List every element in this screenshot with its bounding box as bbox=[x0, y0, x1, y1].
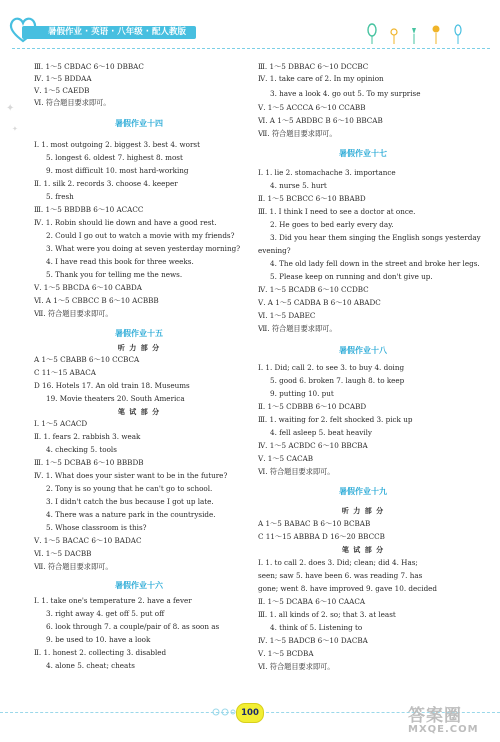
answer-line: Ⅰ. 1. most outgoing 2. biggest 3. best 4. worst bbox=[34, 140, 200, 149]
answer-line: Ⅳ. 1～5 BCADB 6～10 CCDBC bbox=[258, 285, 369, 294]
answer-line: 9. be used to 10. have a look bbox=[46, 635, 151, 644]
answer-line: 4. think of 5. Listening to bbox=[270, 623, 363, 632]
watermark bbox=[408, 708, 479, 735]
decorative-bubbles-icon bbox=[212, 707, 236, 717]
answer-line: Ⅰ. 1. lie 2. stomachache 3. importance bbox=[258, 168, 396, 177]
answer-line: gone; went 8. have improved 9. gave 10. decided bbox=[258, 584, 438, 593]
answer-line: 5. Please keep on running and don't give up. bbox=[270, 272, 433, 281]
answer-line: Ⅵ. 符合题目要求即可。 bbox=[258, 662, 335, 671]
answer-line: Ⅴ. 1～5 BCDBA bbox=[258, 649, 314, 658]
answer-line: Ⅴ. 1～5 ACCCA 6～10 CCABB bbox=[258, 103, 366, 112]
answer-line: Ⅲ. 1. waiting for 2. felt shocked 3. pick up bbox=[258, 415, 413, 424]
answer-line: 2. Could I go out to watch a movie with my friends? bbox=[46, 231, 235, 240]
star-icon: ✦ bbox=[6, 103, 15, 114]
answer-line: 4. alone 5. cheat; cheats bbox=[46, 661, 135, 670]
subsection-title: 听 力 部 分 bbox=[117, 344, 161, 352]
answer-line: Ⅱ. 1～5 BCBCC 6～10 BBABD bbox=[258, 194, 366, 203]
answer-line: seen; saw 5. have been 6. was reading 7. has bbox=[258, 571, 423, 580]
answer-line: Ⅵ. 1～5 DACBB bbox=[34, 549, 92, 558]
answer-line: 5. fresh bbox=[46, 192, 74, 201]
answer-line: 6. look through 7. a couple/pair of 8. as soon as bbox=[46, 622, 220, 631]
answer-line: Ⅲ. 1～5 BBDBB 6～10 ACACC bbox=[34, 205, 144, 214]
answer-line: 5. longest 6. oldest 7. highest 8. most bbox=[46, 153, 183, 162]
watermark-line-2: MXQE.COM bbox=[408, 724, 479, 735]
answer-line: Ⅳ. 1～5 BADCB 6～10 DACBA bbox=[258, 636, 368, 645]
answer-line: 4. checking 5. tools bbox=[46, 445, 117, 454]
answer-line: Ⅲ. 1. all kinds of 2. so; that 3. at least bbox=[258, 610, 396, 619]
answer-line: Ⅰ. 1～5 ACACD bbox=[34, 419, 88, 428]
subsection-title: 笔 试 部 分 bbox=[341, 546, 385, 554]
answer-line: Ⅵ. A 1～5 CBBCC B 6～10 ACBBB bbox=[34, 296, 159, 305]
page-number: 100 bbox=[236, 703, 264, 723]
answer-line: C 11～15 ABBBA D 16～20 BBCCB bbox=[258, 532, 385, 541]
answer-line: 19. Movie theaters 20. South America bbox=[46, 394, 185, 403]
answer-line: Ⅶ. 符合题目要求即可。 bbox=[258, 129, 337, 138]
answer-line: Ⅴ. A 1～5 CADBA B 6～10 ABADC bbox=[258, 298, 381, 307]
answer-line: A 1～5 CBABB 6～10 CCBCA bbox=[34, 355, 140, 364]
answer-line: Ⅵ. A 1～5 ABDBC B 6～10 BBCAB bbox=[258, 116, 383, 125]
answer-line: C 11～15 ABACA bbox=[34, 368, 96, 377]
answer-line: Ⅵ. 符合题目要求即可。 bbox=[258, 467, 335, 476]
answer-line: Ⅴ. 1～5 BACAC 6～10 BADAC bbox=[34, 536, 142, 545]
answer-line: Ⅲ. 1～5 DBBAC 6～10 DCCBC bbox=[258, 62, 369, 71]
answer-line: Ⅱ. 1～5 CDBBB 6～10 DCABD bbox=[258, 402, 367, 411]
answer-line: 4. There was a nature park in the countryside. bbox=[46, 510, 216, 519]
answer-line: 5. good 6. broken 7. laugh 8. to keep bbox=[270, 376, 405, 385]
answer-line: Ⅴ. 1～5 CACAB bbox=[258, 454, 314, 463]
answer-line: Ⅱ. 1. silk 2. records 3. choose 4. keeper bbox=[34, 179, 178, 188]
answer-line: Ⅰ. 1. Did; call 2. to see 3. to buy 4. doing bbox=[258, 363, 405, 372]
answer-line: Ⅲ. 1～5 DCBAB 6～10 BBBDB bbox=[34, 458, 144, 467]
answer-line: Ⅰ. 1. to call 2. does 3. Did; clean; did 4. Has; bbox=[258, 558, 418, 567]
answer-line: Ⅳ. 1. Robin should lie down and have a good rest. bbox=[34, 218, 217, 227]
subsection-title: 笔 试 部 分 bbox=[117, 408, 161, 416]
section-title: 暑假作业十七 bbox=[339, 149, 387, 158]
header-divider bbox=[12, 48, 490, 49]
section-title: 暑假作业十九 bbox=[339, 487, 387, 496]
answer-line: Ⅵ. 符合题目要求即可。 bbox=[34, 98, 111, 107]
section-title: 暑假作业十八 bbox=[339, 346, 387, 355]
decorative-balloons-icon bbox=[366, 20, 476, 46]
answer-line: Ⅱ. 1. honest 2. collecting 3. disabled bbox=[34, 648, 167, 657]
answer-line: 3. Did you hear them singing the English songs yesterday bbox=[270, 233, 481, 242]
answer-line: 9. most difficult 10. most hard-working bbox=[46, 166, 189, 175]
header-title: 暑假作业 · 英语 · 八年级 · 配人教版 bbox=[22, 26, 196, 39]
answer-line: Ⅲ. 1. I think I need to see a doctor at once. bbox=[258, 207, 416, 216]
answer-line: 2. Tony is so young that he can't go to school. bbox=[46, 484, 213, 493]
answer-line: 5. Whose classroom is this? bbox=[46, 523, 147, 532]
answer-line: 9. putting 10. put bbox=[270, 389, 334, 398]
answer-line: Ⅱ. 1～5 DCABA 6～10 CAACA bbox=[258, 597, 366, 606]
answer-line: evening? bbox=[258, 246, 291, 255]
answer-line: 4. fell asleep 5. beat heavily bbox=[270, 428, 372, 437]
answer-line: 4. nurse 5. hurt bbox=[270, 181, 327, 190]
answer-line: 3. have a look 4. go out 5. To my surprise bbox=[270, 89, 421, 98]
section-title: 暑假作业十五 bbox=[115, 329, 163, 338]
answer-line: 4. The old lady fell down in the street and broke her legs. bbox=[270, 259, 480, 268]
answer-line: Ⅰ. 1. take one's temperature 2. have a fever bbox=[34, 596, 192, 605]
answer-line: Ⅳ. 1. take care of 2. In my opinion bbox=[258, 74, 384, 83]
answer-line: Ⅶ. 符合题目要求即可。 bbox=[34, 309, 113, 318]
answer-line: Ⅳ. 1～5 ACBDC 6～10 BBCBA bbox=[258, 441, 368, 450]
answer-line: Ⅳ. 1～5 BDDAA bbox=[34, 74, 92, 83]
page-header bbox=[0, 0, 500, 55]
answer-line: Ⅲ. 1～5 CBDAC 6～10 DBBAC bbox=[34, 62, 144, 71]
answer-line: 3. right away 4. get off 5. put off bbox=[46, 609, 165, 618]
answer-line: 4. I have read this book for three weeks. bbox=[46, 257, 194, 266]
answer-line: Ⅵ. 1～5 DABEC bbox=[258, 311, 316, 320]
subsection-title: 听 力 部 分 bbox=[341, 507, 385, 515]
watermark-line-1: 答案圈 bbox=[408, 706, 462, 726]
answer-line: Ⅶ. 符合题目要求即可。 bbox=[258, 324, 337, 333]
answer-line: 3. I didn't catch the bus because I got up late. bbox=[46, 497, 214, 506]
answer-line: Ⅳ. 1. What does your sister want to be in the future? bbox=[34, 471, 228, 480]
answer-line: 2. He goes to bed early every day. bbox=[270, 220, 394, 229]
answer-line: 5. Thank you for telling me the news. bbox=[46, 270, 183, 279]
answer-line: Ⅶ. 符合题目要求即可。 bbox=[34, 562, 113, 571]
star-icon: ✦ bbox=[12, 125, 18, 133]
answer-line: 3. What were you doing at seven yesterday morning? bbox=[46, 244, 241, 253]
answer-line: D 16. Hotels 17. An old train 18. Museums bbox=[34, 381, 190, 390]
section-title: 暑假作业十六 bbox=[115, 581, 163, 590]
answer-line: Ⅴ. 1～5 CAEDB bbox=[34, 86, 90, 95]
answer-line: A 1～5 BABAC B 6～10 BCBAB bbox=[258, 519, 371, 528]
section-title: 暑假作业十四 bbox=[115, 119, 163, 128]
answer-line: Ⅱ. 1. fears 2. rabbish 3. weak bbox=[34, 432, 141, 441]
answer-line: Ⅴ. 1～5 BBCDA 6～10 CABDA bbox=[34, 283, 142, 292]
